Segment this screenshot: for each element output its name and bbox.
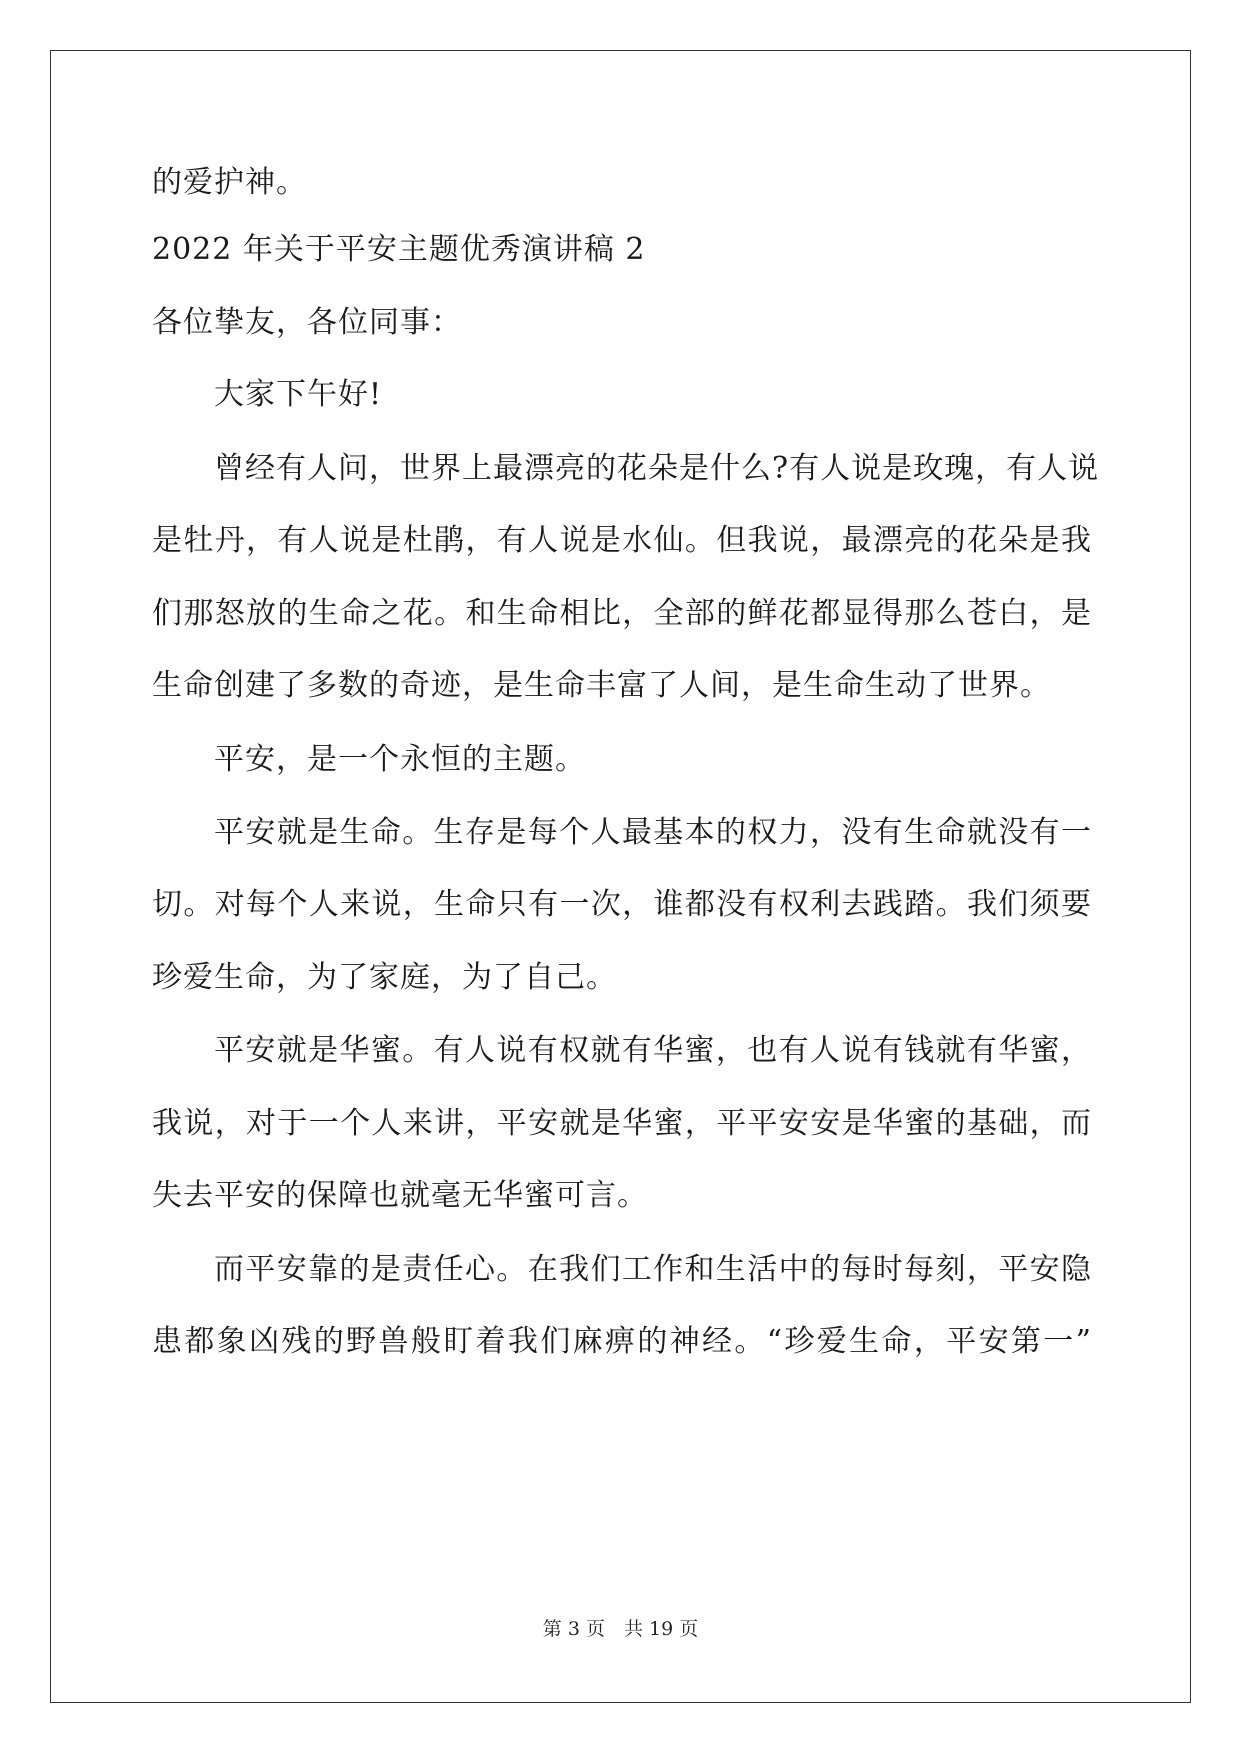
page-number: 第 3 页 共 19 页 — [542, 1618, 699, 1640]
text-line: 平安，是一个永恒的主题。 — [214, 742, 586, 777]
text-line: 我说，对于一个人来讲，平安就是华蜜，平平安安是华蜜的基础，而 — [152, 1106, 1092, 1141]
page-border — [50, 50, 1191, 1703]
text-line: 们那怒放的生命之花。和生命相比，全部的鲜花都显得那么苍白，是 — [152, 596, 1092, 631]
text-line: 曾经有人问，世界上最漂亮的花朵是什么?有人说是玫瑰，有人说 — [214, 451, 1100, 486]
text-line: 失去平安的保障也就毫无华蜜可言。 — [152, 1178, 648, 1213]
text-line: 平安就是生命。生存是每个人最基本的权力，没有生命就没有一 — [214, 815, 1092, 850]
text-line: 生命创建了多数的奇迹，是生命丰富了人间，是生命生动了世界。 — [152, 668, 1051, 703]
text-line: 患都象凶残的野兽般盯着我们麻痹的神经。“珍爱生命，平安第一” — [152, 1324, 1092, 1359]
greeting: 大家下午好! — [214, 377, 383, 412]
salutation: 各位挚友，各位同事： — [152, 305, 462, 340]
section-title: 2022 年关于平安主题优秀演讲稿 2 — [152, 232, 646, 267]
text-line: 而平安靠的是责任心。在我们工作和生活中的每时每刻，平安隐 — [214, 1252, 1092, 1287]
text-line: 切。对每个人来说，生命只有一次，谁都没有权利去践踏。我们须要 — [152, 887, 1092, 922]
text-line: 平安就是华蜜。有人说有权就有华蜜，也有人说有钱就有华蜜， — [214, 1033, 1092, 1068]
text-line: 珍爱生命，为了家庭，为了自己。 — [152, 960, 617, 995]
text-line: 的爱护神。 — [152, 165, 307, 200]
text-line: 是牡丹，有人说是杜鹃，有人说是水仙。但我说，最漂亮的花朵是我 — [152, 523, 1092, 558]
